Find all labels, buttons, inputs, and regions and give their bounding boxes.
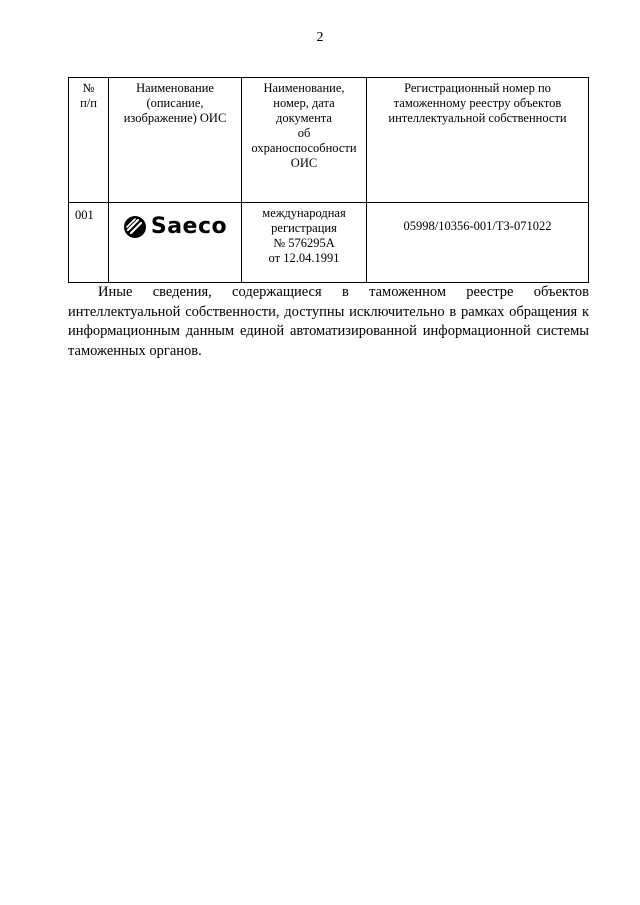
header-document-line: документа	[276, 111, 332, 125]
document-cell	[242, 203, 367, 283]
registration-number: 05998/10356-001/ТЗ-071022	[367, 203, 589, 283]
document-line: от 12.04.1991	[268, 251, 340, 265]
header-ois-name-line: (описание,	[146, 96, 204, 110]
saeco-logo-text: Saeco	[150, 214, 228, 239]
header-registration-line: интеллектуальной собственности	[388, 111, 567, 125]
document-line: международная	[262, 206, 346, 220]
header-document-line: номер, дата	[273, 96, 335, 110]
header-document	[242, 78, 367, 203]
table-row	[69, 203, 589, 283]
table-header-row	[69, 78, 589, 203]
document-line: регистрация	[271, 221, 337, 235]
page-number: 2	[316, 30, 324, 45]
header-ois-name	[109, 78, 242, 203]
header-number	[69, 78, 109, 203]
body-paragraph: Иные сведения, содержащиеся в таможенном реестре объектов интеллектуальной собственности, доступны исключительно в рамках обращения к информационным данным единой автоматизированной информационной системы таможенных органов.	[68, 284, 589, 359]
document-line: № 576295А	[273, 236, 335, 250]
header-registration-number	[367, 78, 589, 203]
header-registration-line: Регистрационный номер по	[404, 81, 551, 95]
header-document-line: Наименование,	[263, 81, 345, 95]
header-number-line: п/п	[80, 96, 97, 110]
header-registration-line: таможенному реестру объектов	[393, 96, 562, 110]
header-document-line: об	[297, 126, 311, 140]
ois-registry-table	[68, 77, 589, 283]
saeco-emblem-icon	[123, 215, 147, 239]
row-number: 001	[69, 203, 109, 283]
header-document-line: ОИС	[290, 156, 318, 170]
ois-image-cell	[109, 203, 242, 283]
header-ois-name-line: изображение) ОИС	[123, 111, 227, 125]
saeco-logo	[113, 215, 237, 239]
header-number-line: №	[82, 81, 95, 95]
header-document-line: охраноспособности	[251, 141, 357, 155]
header-ois-name-line: Наименование	[136, 81, 214, 95]
